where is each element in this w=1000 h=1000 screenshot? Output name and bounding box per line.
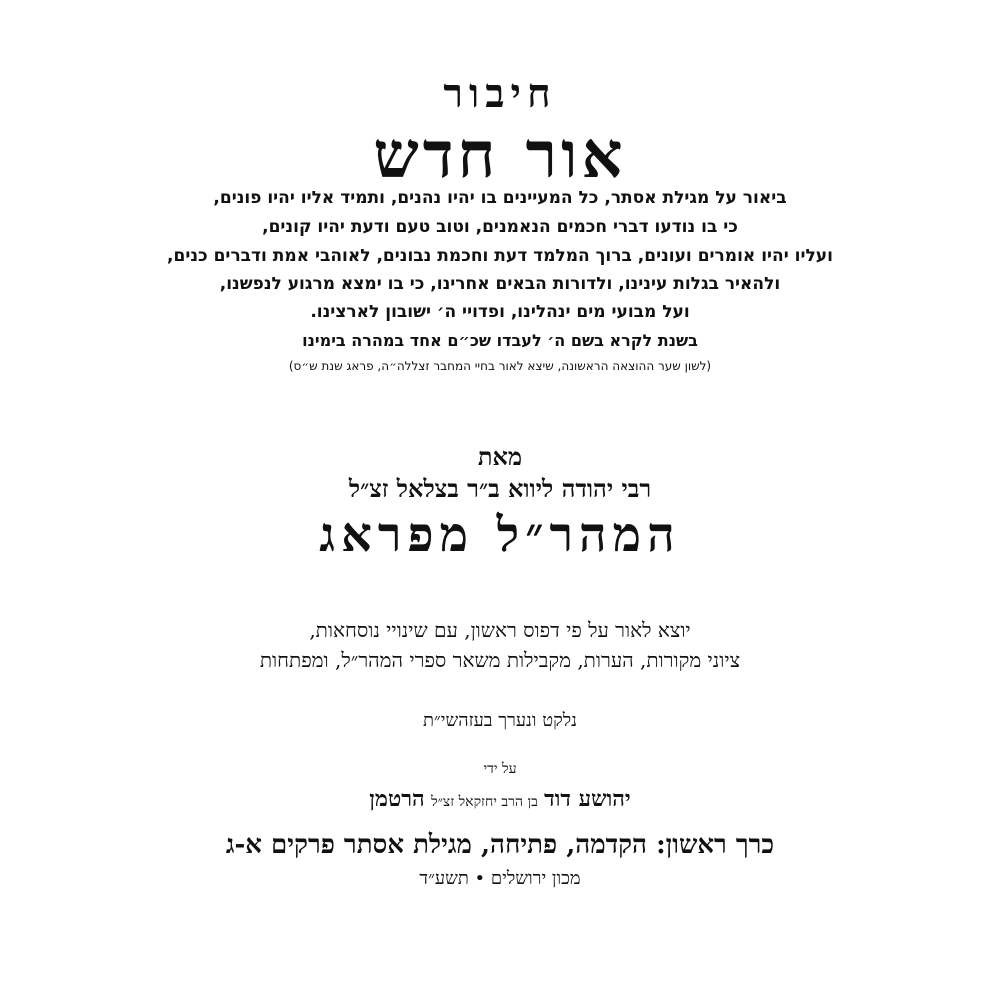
editor-first-name: יהושע דוד — [544, 786, 631, 812]
editor-line — [0, 788, 1000, 810]
from-label: מאת — [477, 442, 523, 471]
editor-lineage: בן הרב יחזקאל זצ״ל — [431, 794, 538, 810]
pre-title: חיבור — [443, 70, 557, 117]
book-title: אור חדש — [373, 118, 627, 193]
editor-last-name: הרטמן — [369, 786, 425, 812]
author-line: רבי יהודה ליווא ב״ר בצלאל זצ״ל — [348, 474, 652, 503]
collected-line: נלקט ונערך בעזהשי״ת — [422, 710, 578, 731]
description-line: ביאור על מגילת אסתר, כל המעיינים בו יהיו נהנים, ותמיד אליו יהיו פונים, — [213, 188, 787, 208]
description-line: ועל מבועי מים ינהלינו, ופדויי ה׳ ישובון לארצינו. — [310, 302, 690, 322]
publication-line: יוצא לאור על פי דפוס ראשון, עם שינויי נוסחאות, — [309, 618, 691, 642]
description-line: ועליו יהיו אומרים ועונים, ברוך המלמד דעת וחכמת נבונים, לאוהבי אמת ודברים כנים, — [167, 246, 833, 266]
description-line: ולהאיר בגלות עינינו, ולדורות הבאים אחרינו, כי בו ימצא מרגוע לנפשנו, — [219, 274, 781, 294]
author-title: המהר״ל מפראג — [319, 507, 681, 563]
description-line: כי בו נודעו דברי חכמים הנאמנים, וטוב טעם ודעת יהיו קונים, — [262, 217, 738, 237]
by-label: על ידי — [483, 761, 517, 777]
publication-line: ציוני מקורות, הערות, מקבילות משאר ספרי המהר״ל, ומפתחות — [259, 648, 741, 672]
volume-line: כרך ראשון: הקדמה, פתיחה, מגילת אסתר פרקים א-ג — [225, 830, 775, 860]
description-line: בשנת לקרא בשם ה׳ לעבדו שכ״ם אחד במהרה בימינו — [302, 331, 698, 350]
imprint: מכון ירושלים • תשע״ד — [419, 868, 581, 889]
source-note: (לשון שער ההוצאה הראשונה, שיצא לאור בחיי המחבר זצללה״ה, פראג שנת ש״ס) — [288, 359, 712, 373]
